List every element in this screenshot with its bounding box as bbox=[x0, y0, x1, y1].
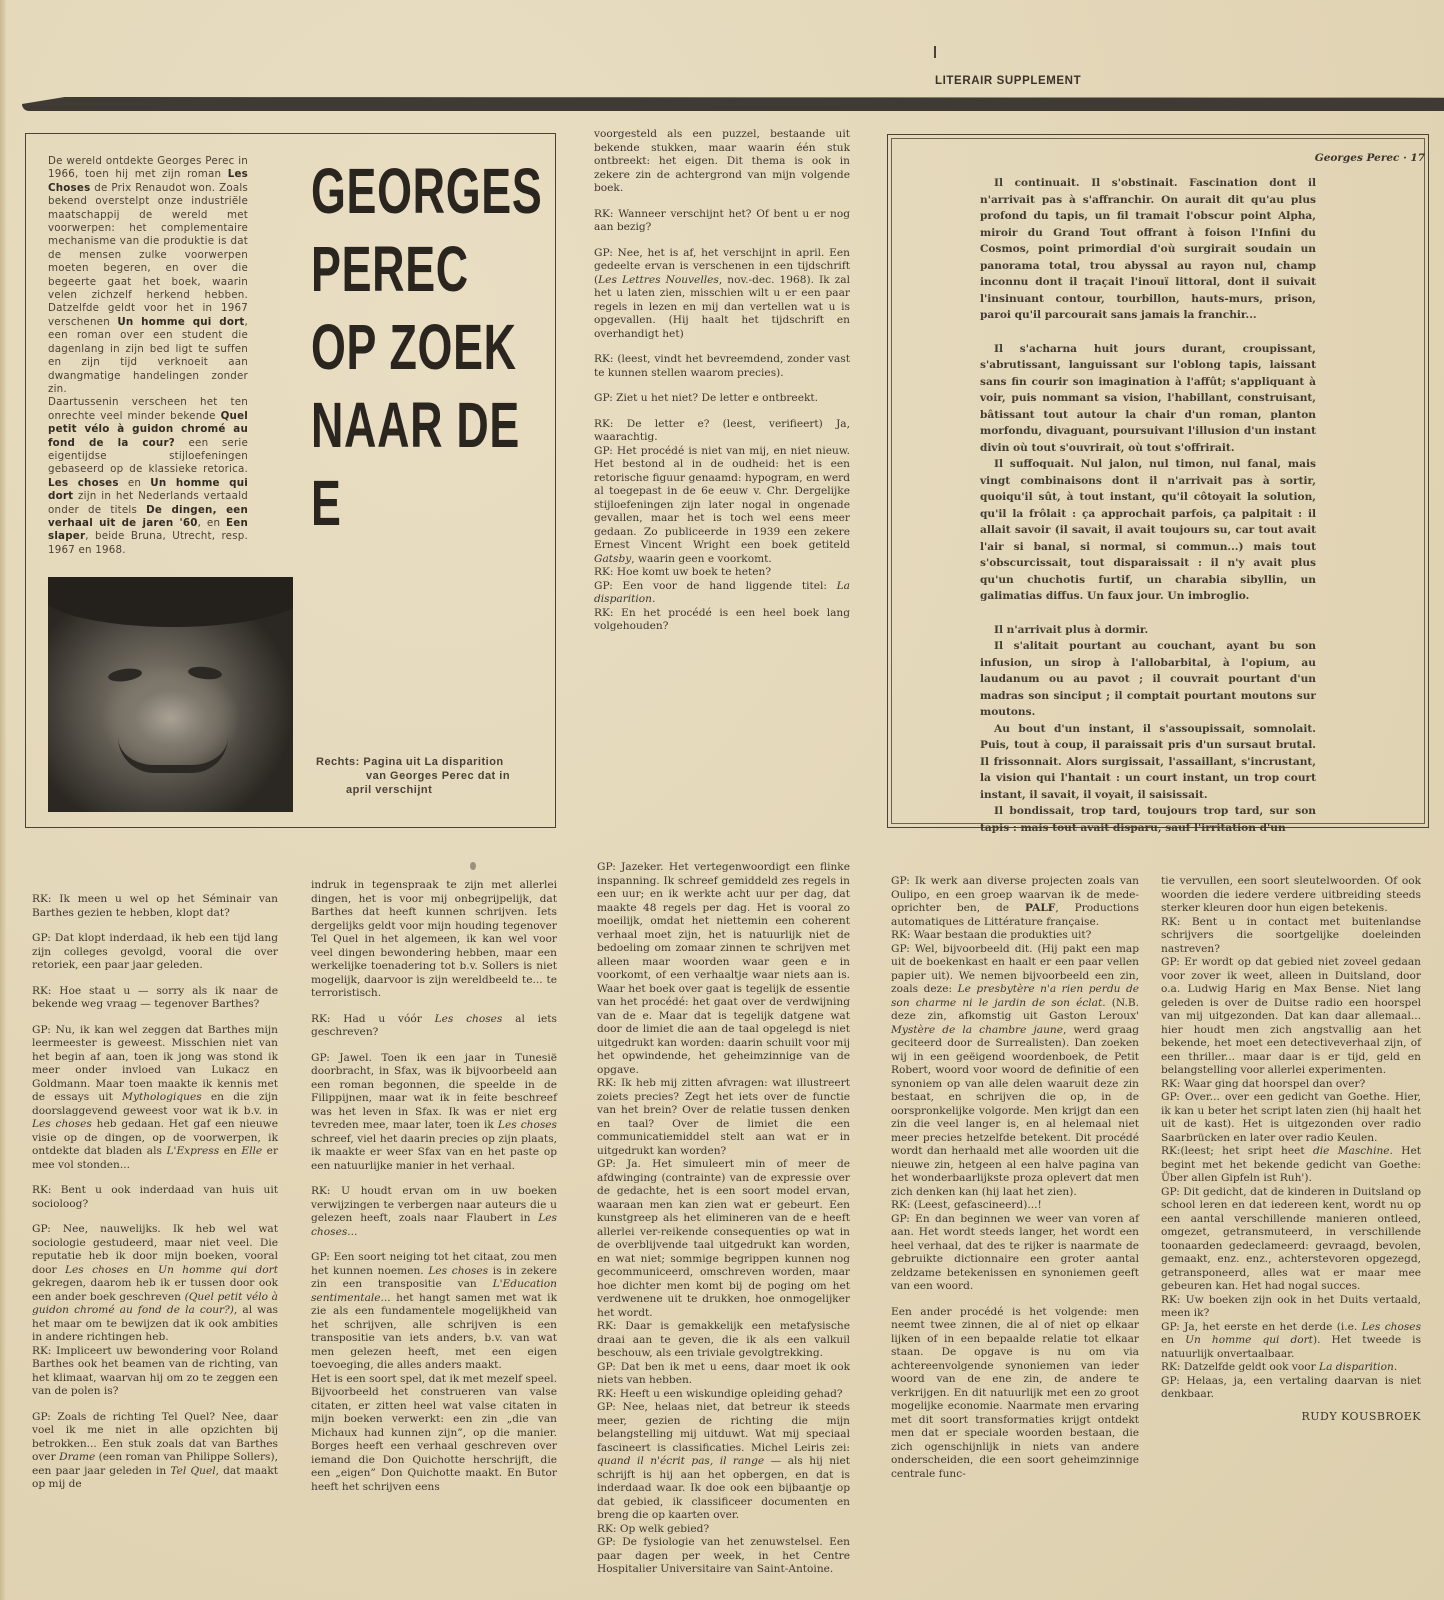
interview-paragraph: RK: Bent u ook inderdaad van huis uit socioloog? bbox=[32, 1184, 278, 1210]
interview-paragraph: GP: Ziet u het niet? De letter e ontbreekt. bbox=[594, 392, 819, 404]
intro-text-run: , beide Bruna, Utrecht, resp. 1967 en 1968. bbox=[48, 530, 248, 556]
headline bbox=[311, 152, 543, 542]
interview-paragraph: RK: Hoe komt uw boek te heten? bbox=[594, 566, 772, 578]
intro-text-run: een serie eigentijdse stijloefeningen gebaseerd op de klassieke retorica. bbox=[48, 436, 248, 476]
interview-column-4 bbox=[891, 875, 1139, 1481]
photo-caption bbox=[316, 755, 546, 797]
book-title: Un homme qui dort bbox=[117, 315, 245, 328]
page-edge bbox=[0, 0, 6, 1600]
interview-paragraph: GP: Jazeker. Het vertegenwoordigt een flinke inspanning. Ik schreef gemiddeld zes regels in een uur; en ik werkte acht uur per dag, dat maakte 48 regels per dag. Het is vooral zo moeilijk, omdat het niettemin een coherent verhaal moet zijn, het is natuurlijk niet de bedoeling om zomaar zinnen te schrijven met alleen maar woorden waar geen e in voorkomt, of een verhaaltje waar niets aan is. Waar het boek over gaat is tegelijk de essentie van het procédé: het gaat over de verdwijning van de e. Maar dat is tegelijk datgene wat door de limiet die aan de taal opgelegd is niet uitgedrukt kan worden: daarin schuilt voor mij het opwindende, het geheimzinnige van de opgave. bbox=[597, 861, 850, 1076]
interview-paragraph: GP: Nee, helaas niet, dat betreur ik steeds meer, gezien de richting die mijn belangstelling mij uitduwt. Wat mij speciaal fascineert is classificaties. Michel Leiris zei: quand il n'écrit pas, il range — als hij niet schrijft is hij aan het opbergen, en dat is inderdaad waar. Ik doe ook een bijbaantje op dat gebied, ik classificeer documenten en breng die op kaarten over. bbox=[597, 1401, 850, 1521]
excerpt-text bbox=[980, 175, 1316, 836]
interview-paragraph: RK: Uw boeken zijn ook in het Duits vertaald, meen ik? bbox=[1161, 1293, 1421, 1319]
interview-paragraph: RK: De letter e? (leest, verifieert) Ja, waarachtig. bbox=[594, 417, 850, 443]
interview-paragraph: GP: Nu, ik kan wel zeggen dat Barthes mijn leermeester is geweest. Misschien niet van het begin af aan, toen ik jong was stond ik meer onder invloed van Lukacz en Goldmann. Maar toen maakte ik kennis met de essays uit Mythologiques en die zijn doorslaggevend geweest voor wat ik b.v. in Les choses heb gedaan. Het gaf een nieuwe visie op de dingen, op de voorwerpen, ik ontdekte dat bladen als L'Express en Elle er mee vol stonden... bbox=[32, 1023, 279, 1171]
interview-column-top bbox=[594, 128, 850, 634]
interview-paragraph: tie vervullen, een soort sleutelwoorden. Of ook woorden die iedere verdere uitbreiding steeds sterker kleuren door hun eigen betekenis. bbox=[1161, 875, 1421, 914]
interview-paragraph: GP: Een voor de hand liggende titel: La disparition. bbox=[594, 579, 850, 605]
excerpt-running-head: Georges Perec · 17 bbox=[1314, 152, 1425, 164]
interview-paragraph: voorgesteld als een puzzel, bestaande uit bekende stukken, maar waarin één stuk ontbreekt: het eigen. Dit thema is ook in zekere zin de achtergrond van mijn volgende boek. bbox=[594, 128, 850, 194]
interview-paragraph: GP: Wel, bijvoorbeeld dit. (Hij pakt een map uit de boekenkast en haalt er een paar vellen papier uit). We nemen bijvoorbeeld een zin, zoals deze: Le presbytère n'a rien perdu de son charme ni le jardin de son éclat. (N.B. deze zin, afkomstig uit Gaston Leroux' Mystère de la chambre jaune, werd graag geciteerd door de Surrealisten). Dan zoeken wij in een geëigend woordenboek, de Petit Robert, woord voor woord de definitie of een synoniem op van alle delen waaruit deze zin bestaat, en schrijven die op, in de oorspronkelijke volgorde. Men krijgt dan een zin die veel langer is, en al helemaal niet meer precies hetzelfde betekent. Dit procédé wordt dan herhaald met alle woorden uit die nieuwe zin, hetgeen al een halve pagina van het wonderbaarlijkste proza oplevert dat men zich denken kan (hij laat het zien). bbox=[891, 942, 1139, 1198]
excerpt-paragraph: Au bout d'un instant, il s'assoupissait, somnolait. Puis, tout à coup, il paraissait pris d'un sursaut brutal. Il frissonnait. Alors surgissait, l'assaillant, s'incrustant, la vision qui l'hantait : un court instant, un trop court instant, il savait, il voyait, il saisissait. bbox=[980, 722, 1316, 801]
intro-text-run: Daartussenin verscheen het ten onrechte veel minder bekende bbox=[48, 396, 248, 422]
interview-paragraph: RK: En het procédé is een heel boek lang volgehouden? bbox=[594, 606, 850, 632]
caption-line: van Georges Perec dat in bbox=[366, 770, 511, 782]
intro-paragraph-2 bbox=[48, 396, 248, 557]
interview-paragraph: GP: Dat ben ik met u eens, daar moet ik ook niets van hebben. bbox=[597, 1360, 850, 1386]
book-title: De dingen, een verhaal uit de jaren '60 bbox=[48, 503, 248, 529]
interview-paragraph: GP: Er wordt op dat gebied niet zoveel gedaan voor zover ik weet, alleen in Duitsland, door o.a. Ludwig Harig en Max Bense. Niet lang geleden is over de Duitse radio een hoorspel van mij uitgezonden. Dat kan daar allemaal... hier houdt men zich angstvallig aan het bekende, het moet een detectiveverhaal zijn, of een thriller... maar daar is er tijd, geld en belangstelling voor allerlei experimenten. bbox=[1161, 956, 1421, 1076]
excerpt-paragraph: Il n'arrivait plus à dormir. bbox=[994, 623, 1149, 636]
photo-eye bbox=[107, 667, 142, 684]
interview-paragraph: RK: Had u vóór Les choses al iets geschreven? bbox=[311, 1012, 557, 1038]
interview-paragraph: RK:(leest; het sript heet die Maschine. Het begint met het bekende gedicht van Goethe: Über allen Gipfeln ist Ruh'). bbox=[1161, 1145, 1421, 1184]
interview-paragraph: RK: Ik heb mij zitten afvragen: wat illustreert zoiets precies? Zegt het iets over de functie van het brein? Over de relatie tussen denken en taal? Over de limiet die een communicatiemiddel stelt aan wat er in uitgedrukt kan worden? bbox=[597, 1077, 850, 1157]
ink-smudge bbox=[470, 862, 476, 870]
interview-paragraph: RK: Datzelfde geldt ook voor La disparition. bbox=[1161, 1361, 1398, 1373]
intro-text-run: de Prix Renaudot won. Zoals bekend overstelpt onze industriële maatschappij de wereld met voorwerpen: het complementaire mechanisme van die produktie is dat de mensen zulke voorwerpen moeten begeren, en over die begeerte gaat het boek, waarin velen zichzelf herkend hebben. Datzelfde geldt voor het in 1967 verschenen bbox=[48, 181, 248, 328]
section-title: LITERAIR SUPPLEMENT bbox=[935, 75, 1082, 87]
excerpt-paragraph: Il suffoquait. Nul jalon, nul timon, nul fanal, mais vingt combinaisons dont il n'arrivait pas à sortir, quoiqu'il sût, à tout instant, qu'il côtoyait la solution, qu'il la frôlait : ça approchait parfois, ça palpitait : il allait savoir (il savait, il avait toujours su, car tout avait l'air si banal, si normal, si commun...) mais tout s'obscurcissait, tout disparaissait : il n'y avait plus qu'un chuchotis furtif, un charabia sibyllin, un galimatias diffus. Un faux jour. Un imbroglio. bbox=[980, 458, 1316, 602]
intro-paragraph-1 bbox=[48, 155, 248, 396]
interview-column-5 bbox=[1161, 875, 1421, 1423]
caption-line: Rechts: Pagina uit La disparition bbox=[316, 756, 504, 768]
author-byline: RUDY KOUSBROEK bbox=[1301, 1409, 1421, 1423]
interview-paragraph: GP: Ja. Het simuleert min of meer de afdwinging (contrainte) van de expressie over de gedachte, het is een soort model ervan, waaraan men kan zien wat er gebeurt. Een kunstgreep als het elimineren van de e heeft allerlei ver-reikende consequenties op wat in de overblijvende taal uitgedrukt kan worden, en wat niet; sommige begrippen kunnen nog gecommuniceerd, omschreven worden, maar hoe dichter men komt bij de poging om het verdwenene uit te drukken, hoe onmogelijker het wordt. bbox=[597, 1158, 850, 1319]
folio-mark bbox=[934, 46, 936, 58]
headline-line: E bbox=[311, 467, 342, 539]
excerpt-paragraph: Il s'alitait pourtant au couchant, ayant bu son infusion, un sirop à l'allobarbital, à l'opium, au laudanum ou au pavot ; il couvrait pourtant d'un madras son sinciput ; il comptait pourtant moutons sur moutons. bbox=[980, 640, 1316, 718]
interview-paragraph: Het is een soort spel, dat ik met mezelf speel. Bijvoorbeeld het construeren van valse citaten, er zitten heel wat valse citaten in mijn boeken verwerkt: een zin „die van Michaux had kunnen zijn”, op die manier. Borges heeft een verhaal geschreven over iemand die Don Quichotte herschrijft, die een „eigen” Don Quichotte maakt. En Butor heeft het schrijven eens bbox=[311, 1372, 557, 1493]
interview-column-3 bbox=[597, 861, 850, 1577]
interview-paragraph: GP: Helaas, ja, een vertaling daarvan is niet denkbaar. bbox=[1161, 1374, 1421, 1400]
interview-paragraph: RK: Daar is gemakkelijk een metafysische draai aan te geven, die ik als een valkuil beschouw, als een triviale gevolgtrekking. bbox=[597, 1320, 850, 1359]
book-title: Les choses bbox=[48, 476, 119, 489]
excerpt-paragraph: Il s'acharna huit jours durant, croupissant, s'abrutissant, languissant sur l'oblong tapis, laissant sans fin courir son imagination à l'affût; s'appliquant à voir, puis nommant sa vision, l'habillant, construisant, bâtissant tout autour la chair d'un roman, planton morfondu, divaguant, poursuivant l'illusion d'un instant divin où tout s'ouvrirait, où tout s'offrirait. bbox=[980, 342, 1316, 454]
interview-paragraph: GP: Ik werk aan diverse projecten zoals van Oulipo, en een groep waarvan ik de mede-oprichter ben, de PALF, Productions automatiques de Littérature française. bbox=[891, 875, 1139, 928]
headline-line: OP ZOEK bbox=[311, 311, 517, 383]
interview-paragraph: GP: Dat klopt inderdaad, ik heb een tijd lang zijn colleges gevolgd, vooral die over retoriek, een paar jaar geleden. bbox=[32, 932, 278, 971]
interview-column-2 bbox=[311, 879, 557, 1494]
excerpt-paragraph: Il bondissait, trop tard, toujours trop tard, sur son tapis : mais tout avait disparu, sauf l'irritation d'un bbox=[980, 805, 1316, 834]
interview-paragraph: RK: (leest, vindt het bevreemdend, zonder vast te kunnen stellen waarom precies). bbox=[594, 353, 850, 379]
interview-paragraph: GP: Zoals de richting Tel Quel? Nee, daar voel ik me niet in alle opzichten bij betrokken... Een stuk zoals dat van Barthes over Drame (een roman van Philippe Sollers), een paar jaar geleden in Tel Quel, dat maakt op mij de bbox=[32, 1410, 279, 1490]
interview-paragraph: RK: Heeft u een wiskundige opleiding gehad? bbox=[597, 1387, 843, 1400]
interview-paragraph: RK: Wanneer verschijnt het? Of bent u er nog aan bezig? bbox=[594, 207, 850, 233]
interview-paragraph: GP: En dan beginnen we weer van voren af aan. Het wordt steeds langer, het wordt een heel verhaal, dat des te rijker is naarmate de gebruikte dictionnaire een groter aantal zeldzame betekenissen en synoniemen geeft van een woord. bbox=[891, 1212, 1139, 1292]
book-title: Les Choses bbox=[48, 168, 248, 194]
interview-paragraph: RK: (Leest, gefascineerd)...! bbox=[891, 1199, 1042, 1211]
headline-line: NAAR DE bbox=[311, 389, 520, 461]
interview-paragraph: RK: Hoe staat u — sorry als ik naar de bekende weg vraag — tegenover Barthes? bbox=[32, 984, 278, 1010]
interview-paragraph: indruk in tegenspraak te zijn met allerlei dingen, het is voor mij onbegrijpelijk, dat Barthes dat heeft kunnen schrijven. Iets dergelijks geldt voor mijn houding tegenover Tel Quel in het algemeen, ik kan wel voor veel dingen bewondering hebben, maar een werkelijke toenadering tot b.v. Sollers is niet mogelijk, daarvoor is zijn wereldbeeld te... te terroristisch. bbox=[311, 879, 557, 999]
book-title: Quel petit vélo à guidon chromé au fond de la cour? bbox=[48, 409, 248, 449]
interview-column-1 bbox=[32, 893, 278, 1492]
intro-text bbox=[48, 155, 248, 557]
interview-paragraph: GP: Jawel. Toen ik een jaar in Tunesië doorbracht, in Sfax, was ik bijvoorbeeld aan een roman begonnen, die speelde in de Filippijnen, maar wat ik in feite beschreef was het leven in Sfax. Ik was er niet erg tevreden mee, maar later, toen ik Les choses schreef, viel het daarin precies op zijn plaats, ik maakte er weer Sfax van en het paste op een natuurlijke manier in het verhaal. bbox=[311, 1051, 557, 1172]
interview-paragraph: GP: Over... over een gedicht van Goethe. Hier, ik kan u beter het script laten zien (hij haalt het uit de kast). Het is uitgezonden over radio Saarbrücken en later over radio Keulen. bbox=[1161, 1091, 1421, 1144]
interview-paragraph: GP: Nee, het is af, het verschijnt in april. Een gedeelte ervan is verschenen in een tijdschrift (Les Lettres Nouvelles, nov.-dec. 1968). Ik zal het u laten zien, misschien wilt u er een paar regels in lezen en mij dan vertellen wat u is opgevallen. (Hij haalt het tijdschrift en overhandigt het) bbox=[594, 246, 850, 340]
intro-text-run: De wereld ontdekte Georges Perec in 1966, toen hij met zijn roman bbox=[48, 155, 248, 181]
intro-text-run: , een roman over een student die dagenlang in zijn bed ligt te suffen en zijn tijd verknoeit aan dwangmatige handelingen zonder zin. bbox=[48, 315, 248, 395]
book-title: Un homme qui dort bbox=[48, 476, 248, 503]
interview-paragraph: RK: Waar ging dat hoorspel dan over? bbox=[1161, 1077, 1366, 1090]
interview-paragraph: RK: Impliceert uw bewondering voor Roland Barthes ook het beamen van de richting, van het klimaat, waarvan hij om zo te zeggen een van de polen is? bbox=[32, 1344, 278, 1397]
author-photo bbox=[48, 577, 293, 812]
interview-paragraph: RK: U houdt ervan om in uw boeken verwijzingen te verbergen naar auteurs die u gelezen heeft, zoals naar Flaubert in Les choses... bbox=[311, 1185, 557, 1238]
interview-paragraph: GP: Nee, nauwelijks. Ik heb wel wat sociologie gestudeerd, maar niet veel. Die reputatie heb ik door mijn boeken, vooral door Les choses en Un homme qui dort gekregen, daarom heb ik er tussen door ook een ander boek geschreven (Quel petit vélo à guidon chromé au fond de la cour?), al was het maar om te bewijzen dat ik ook ambities in andere richtingen heb. bbox=[32, 1223, 279, 1343]
headline-line: GEORGES bbox=[311, 155, 543, 227]
interview-paragraph: GP: Ja, het eerste en het derde (i.e. Les choses en Un homme qui dort). Het tweede is natuurlijk onvertaalbaar. bbox=[1161, 1320, 1422, 1360]
excerpt-paragraph: Il continuait. Il s'obstinait. Fascination dont il n'arrivait pas à s'affranchir. On aurait dit qu'au plus profond du tapis, un fil tramait l'obscur point Alpha, miroir du Grand Tout offrant à foison l'Infini du Cosmos, point primordial d'où surgirait soudain un panorama total, trou abyssal au rayon nul, champ inconnu dont il traçait l'inouï littoral, dont il suivait l'insinuant contour, tourbillon, hauts-murs, prison, paroi qu'il parcourait sans jamais la franchir... bbox=[980, 177, 1316, 321]
photo-eye bbox=[187, 665, 222, 680]
photo-mouth bbox=[118, 737, 228, 773]
book-title: Een slaper bbox=[48, 516, 248, 543]
interview-paragraph: GP: De fysiologie van het zenuwstelsel. Een paar dagen per week, in het Centre Hospitalier Universitaire van Saint-Antoine. bbox=[597, 1536, 850, 1575]
interview-paragraph: RK: Ik meen u wel op het Séminair van Barthes gezien te hebben, klopt dat? bbox=[32, 893, 278, 919]
interview-paragraph: Een ander procédé is het volgende: men neemt twee zinnen, die al of niet op elkaar lijken of in een bepaalde relatie tot elkaar staan. De opgave is nu om via achtereenvolgende synoniemen van ieder woord van de ene zin, de andere te verkrijgen. En dit natuurlijk met een zo groot mogelijke economie. Naarmate men ervaring met dit soort transformaties krijgt ontdekt men dat er speciale woorden bestaan, die zich ogenschijnlijk in niets van andere onderscheiden, die een soort geheimzinnige centrale func- bbox=[891, 1305, 1139, 1480]
interview-paragraph: RK: Op welk gebied? bbox=[597, 1522, 710, 1535]
caption-line: april verschijnt bbox=[346, 784, 433, 796]
intro-text-run: en bbox=[118, 476, 151, 489]
intro-text-run: zijn in het Nederlands vertaald onder de titels bbox=[48, 490, 248, 516]
interview-paragraph: GP: Een soort neiging tot het citaat, zou men het kunnen noemen. Les choses is in zekere zin een transpositie van L'Education sentimentale... het hangt samen met wat ik zie als een fundamentele mogelijkheid van het schrijven, alle schrijven is een transpositie van iets anders, b.v. van wat men gelezen heeft, met een eigen toevoeging, die alles anders maakt. bbox=[311, 1251, 557, 1371]
photo-hair bbox=[48, 577, 293, 627]
intro-text-run: , en bbox=[197, 516, 227, 529]
interview-paragraph: RK: Waar bestaan die produkties uit? bbox=[891, 929, 1092, 941]
header-rule bbox=[22, 97, 1444, 111]
interview-paragraph: RK: Bent u in contact met buitenlandse schrijvers die soortgelijke doeleinden nastreven? bbox=[1161, 915, 1421, 955]
interview-paragraph: GP: Dit gedicht, dat de kinderen in Duitsland op school leren en dat iedereen kent, wordt nu op een aantal verschillende manieren ontleed, omgezet, getransmuteerd, in verschillende toonaarden gedeclameerd: gevraagd, bevolen, gemaakt, enz. enz., achterstevoren opgezegd, getransponeerd, alles wat er maar mee gebeuren kan. Het had nogal succes. bbox=[1161, 1185, 1421, 1292]
headline-line: PEREC bbox=[311, 233, 469, 305]
interview-paragraph: GP: Het procédé is niet van mij, en niet nieuw. Het bestond al in de oudheid: het is een retorische figuur genaamd: hypogram, en werd al toegepast in de 6e eeuw v. Chr. Dergelijke stijloefeningen zijn later nogal in ongenade gevallen, maar het is toch wel eens meer gedaan. Zo publiceerde in 1939 een zekere Ernest Vincent Wright een boek getiteld Gatsby, waarin geen e voorkomt. bbox=[594, 444, 850, 565]
